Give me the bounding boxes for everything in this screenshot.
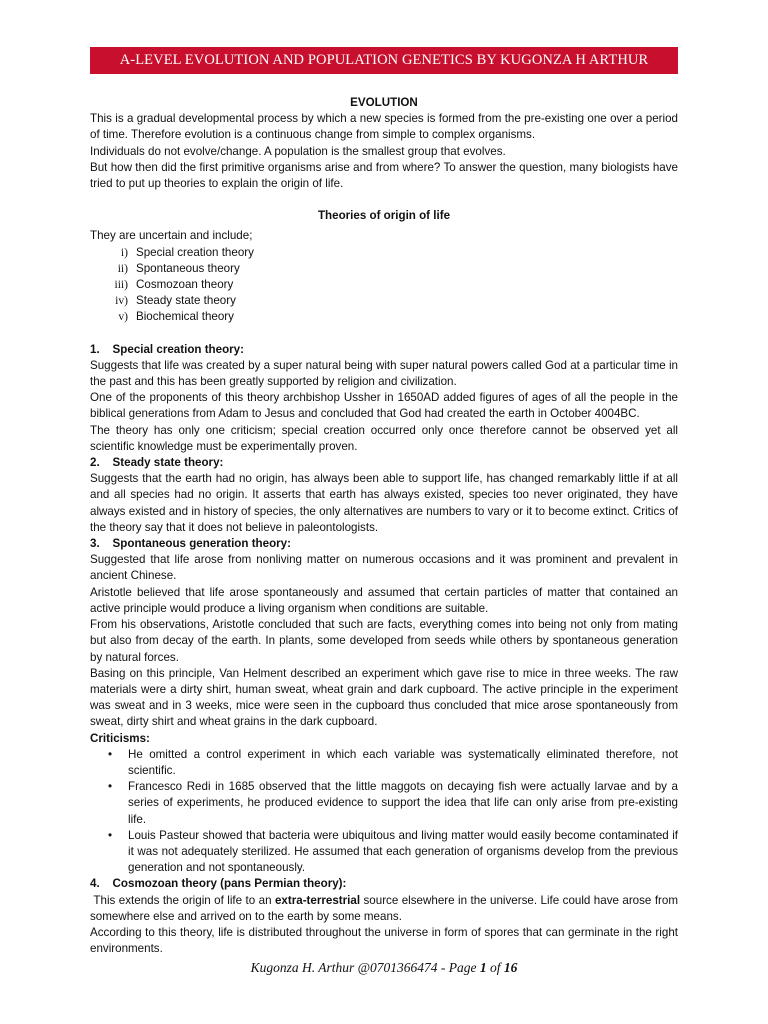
s2-paragraph-1: Suggests that the earth had no origin, has always been able to support life, has changed remarkably little if at all and all species had no origin. It asserts that earth has always existed, species too never originated, they have always existed and in history of species, the only alternatives are numbers to vary or it to become extinct. Critics of the theory say that it does not believe in paleontologists. bbox=[90, 472, 678, 534]
list-item: iii) Cosmozoan theory bbox=[114, 278, 234, 292]
theories-lead: They are uncertain and include; bbox=[90, 229, 253, 243]
page-total: 16 bbox=[503, 960, 518, 975]
bullet-icon: • bbox=[108, 747, 113, 761]
intro-paragraph-1: This is a gradual developmental process by which a new species is formed from the pre-existing one over a period of time. Therefore evolution is a continuous change from simple to complex organisms. bbox=[90, 112, 678, 142]
s1-paragraph-3: The theory has only one criticism; special creation occurred only once therefore cannot be observed yet all scientific knowledge must be experimentally proven. bbox=[90, 423, 678, 453]
intro-paragraph-2: Individuals do not evolve/change. A population is the smallest group that evolves. bbox=[90, 144, 506, 158]
theories-list bbox=[90, 245, 678, 326]
list-item: iv) Steady state theory bbox=[115, 294, 236, 308]
document-body bbox=[90, 95, 678, 957]
list-item: • He omitted a control experiment in which each variable was systematically eliminated therefore, not scientific. bbox=[90, 747, 678, 779]
section-4-title: 4. Cosmozoan theory (pans Permian theory): bbox=[90, 877, 347, 891]
bullet-icon: • bbox=[108, 828, 113, 842]
s4-paragraph-1: This extends the origin of life to an extra-terrestrial source elsewhere in the universe. Life could have arose from somewhere else and arrived on to the earth by some means. bbox=[90, 893, 679, 923]
header-banner: A-LEVEL EVOLUTION AND POPULATION GENETICS BY KUGONZA H ARTHUR bbox=[90, 47, 678, 74]
s3-paragraph-2: Aristotle believed that life arose spontaneously and assumed that certain particles of matter that contained an active principle would produce a living organism when conditions are suitable. bbox=[90, 585, 678, 615]
list-item: ii) Spontaneous theory bbox=[117, 261, 240, 275]
intro-paragraph-3: But how then did the first primitive organisms arise and from where? To answer the question, many biologists have tried to put up theories to explain the origin of life. bbox=[90, 160, 678, 191]
list-item: • Francesco Redi in 1685 observed that the little maggots on decaying fish were actually larvae and by a series of experiments, he produced evidence to support the idea that life can only arise from pre-existing life. bbox=[90, 779, 678, 828]
evolution-heading: EVOLUTION bbox=[350, 96, 418, 109]
extra-terrestrial-emphasis: extra-terrestrial bbox=[274, 893, 361, 907]
s1-paragraph-2: One of the proponents of this theory archbishop Ussher in 1650AD added figures of ages of all the people in the biblical generations from Adam to Jesus and concluded that God had created the earth in October 4004BC. bbox=[90, 391, 678, 421]
section-1-title: 1. Special creation theory: bbox=[90, 342, 244, 356]
section-2-title: 2. Steady state theory: bbox=[90, 456, 224, 470]
page-footer: Kugonza H. Arthur @0701366474 - Page 1 of 16 bbox=[250, 960, 518, 975]
s3-paragraph-3: From his observations, Aristotle concluded that such are facts, everything comes into being not only from mating but also from decay of the earth. In plants, some developed from seeds while others by spontaneous generation by natural forces. bbox=[90, 618, 678, 664]
theories-heading: Theories of origin of life bbox=[317, 209, 451, 223]
list-item: i) Special creation theory bbox=[120, 245, 254, 259]
list-item: v) Biochemical theory bbox=[118, 310, 234, 324]
list-item: • Louis Pasteur showed that bacteria were ubiquitous and living matter would easily become contaminated if it was not adequately sterilized. He assumed that each generation of organisms develop from the previous generation and not spontaneously. bbox=[90, 828, 678, 877]
section-3-title: 3. Spontaneous generation theory: bbox=[90, 537, 291, 551]
criticisms-list bbox=[90, 747, 678, 877]
s1-paragraph-1: Suggests that life was created by a super natural being with super natural powers called God at a particular time in the past and this has been greatly supported by religion and civilization. bbox=[90, 358, 678, 389]
s3-paragraph-4: Basing on this principle, Van Helment described an experiment which gave rise to mice in three weeks. The raw materials were a dirty shirt, human sweat, wheat grain and dark cupboard. The active principle in the experiment was sweat and in 3 weeks, mice were seen in the cupboard thus concluded that mice arose spontaneously from sweat, dirty shirt and wheat grains in the dark cupboard. bbox=[90, 666, 678, 729]
bullet-icon: • bbox=[108, 780, 113, 794]
criticisms-label: Criticisms: bbox=[90, 731, 150, 745]
s3-paragraph-1: Suggested that life arose from nonliving matter on numerous occasions and it was prominent and prevalent in ancient Chinese. bbox=[90, 553, 678, 583]
page-number: 1 bbox=[479, 960, 487, 975]
s4-paragraph-2: According to this theory, life is distributed throughout the universe in form of spores that can germinate in the right environments. bbox=[90, 925, 678, 956]
